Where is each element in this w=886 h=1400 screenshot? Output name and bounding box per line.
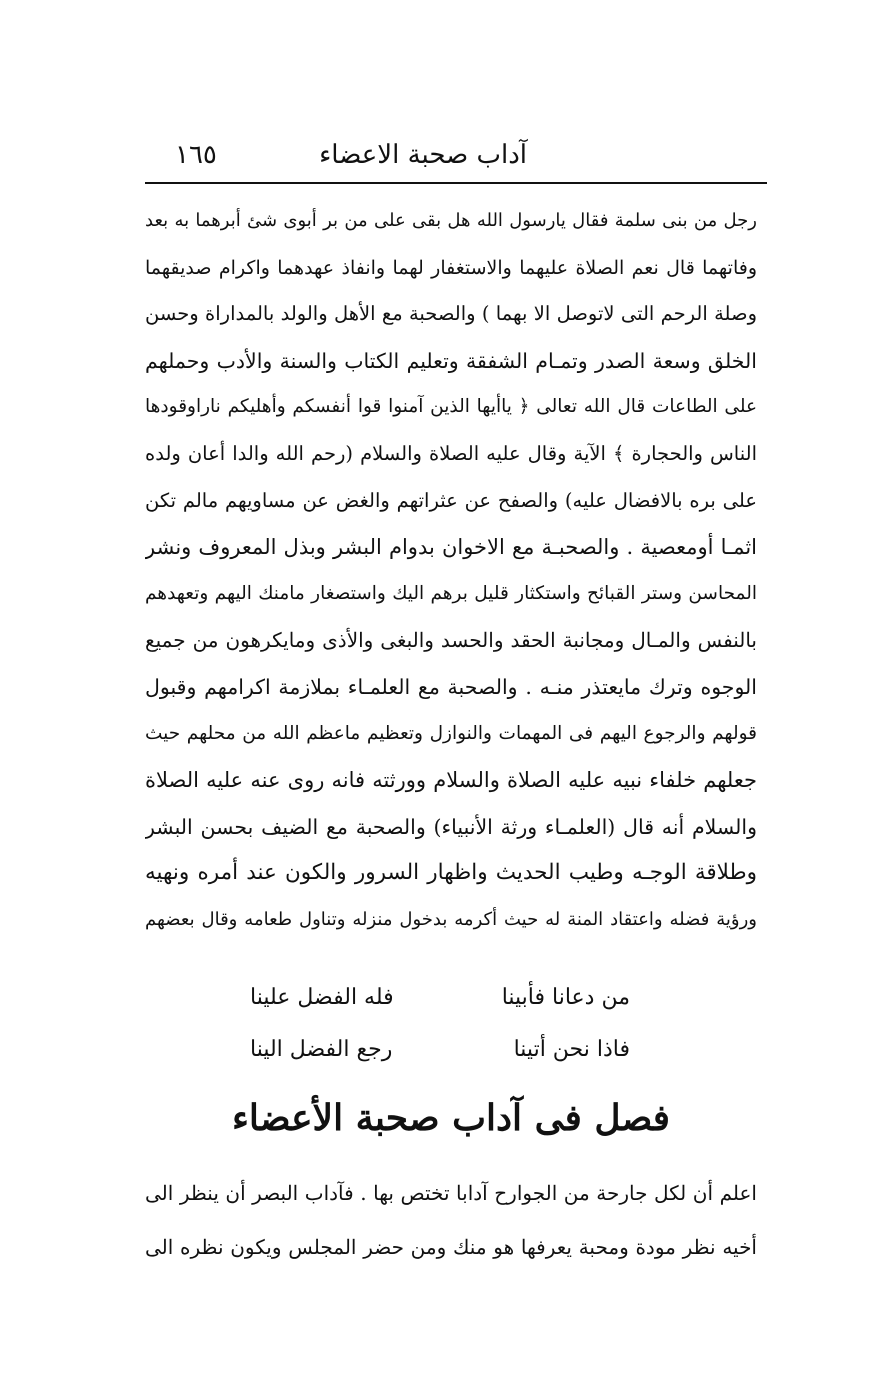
body-text — [145, 198, 757, 944]
text-line: أخيه نظر مودة ومحبة يعرفها هو منك ومن حضر المجلس ويكون نظره الى — [145, 1235, 757, 1259]
text-line: بالنفس والمـال ومجانبة الحقد والحسد والبغى والأذى ومايكرهون من جميع — [145, 628, 757, 653]
text-line: على الطاعات قال الله تعالى ﴿ ياأيها الذين آمنوا قوا أنفسكم وأهليكم ناراوقودها — [145, 396, 757, 418]
poem — [250, 972, 630, 1076]
page-number: ١٦٥ — [175, 140, 217, 170]
text-line: اعلم أن لكل جارحة من الجوارح آدابا تختص بها . فآداب البصر أن ينظر الى — [145, 1181, 757, 1205]
text-line: رجل من بنى سلمة فقال يارسول الله هل بقى على من بر أبوى شئ أبرهما به بعد — [145, 210, 757, 231]
text-line: جعلهم خلفاء نبيه عليه الصلاة والسلام وورثته فانه روى عنه عليه الصلاة — [145, 768, 757, 793]
first-hemistich: من دعانا فأبينا — [501, 985, 630, 1010]
text-line: الوجوه وترك مايعتذر منـه . والصحبة مع العلمـاء بملازمة اكرامهم وقبول — [145, 674, 757, 699]
running-title: آداب صحبة الاعضاء — [319, 140, 527, 170]
text-line: المحاسن وستر القبائح واستكثار قليل برهم اليك واستصغار مامنك اليهم وتعهدهم — [145, 582, 757, 604]
first-hemistich: فاذا نحن أتينا — [513, 1037, 630, 1062]
poem-verse — [250, 972, 630, 1024]
second-hemistich: رجع الفضل الينا — [250, 1037, 393, 1062]
text-line: على بره بالافضال عليه) والصفح عن عثراتهم والغض عن مساويهم مالم تكن — [145, 488, 757, 512]
text-line: وطلاقة الوجـه وطيب الحديث واظهار السرور والكون عند أمره ونهيه — [145, 860, 757, 886]
text-line: اثمـا أومعصية . والصحبـة مع الاخوان بدوام البشر وبذل المعروف ونشر — [145, 535, 757, 560]
text-line: والسلام أنه قال (العلمـاء ورثة الأنبياء) والصحبة مع الضيف بحسن البشر — [145, 814, 757, 839]
text-line: ورؤية فضله واعتقاد المنة له حيث أكرمه بدخول منزله وتناول طعامه وقال بعضهم — [145, 908, 757, 930]
text-line: وصلة الرحم التى لاتوصل الا بهما ) والصحبة مع الأهل والولد بالمداراة وحسن — [145, 302, 757, 326]
text-line: قولهم والرجوع اليهم فى المهمات والنوازل وتعظيم ماعظم الله من محلهم حيث — [145, 722, 757, 744]
text-line: الناس والحجارة ﴾ الآية وقال عليه الصلاة والسلام (رحم الله والدا أعان ولده — [145, 441, 757, 465]
poem-verse — [250, 1024, 630, 1076]
second-hemistich: فله الفضل علينا — [250, 985, 394, 1010]
section-heading: فصل فى آداب صحبة الأعضاء — [231, 1097, 671, 1139]
header-rule — [145, 182, 767, 184]
page-header — [145, 128, 767, 178]
text-line: وفاتهما قال نعم الصلاة عليهما والاستغفار لهما وانفاذ عهدهما واكرام صديقهما — [145, 256, 757, 279]
closing-text — [145, 1166, 757, 1274]
text-line: الخلق وسعة الصدر وتمـام الشفقة وتعليم الكتاب والسنة والأدب وحملهم — [145, 348, 757, 373]
